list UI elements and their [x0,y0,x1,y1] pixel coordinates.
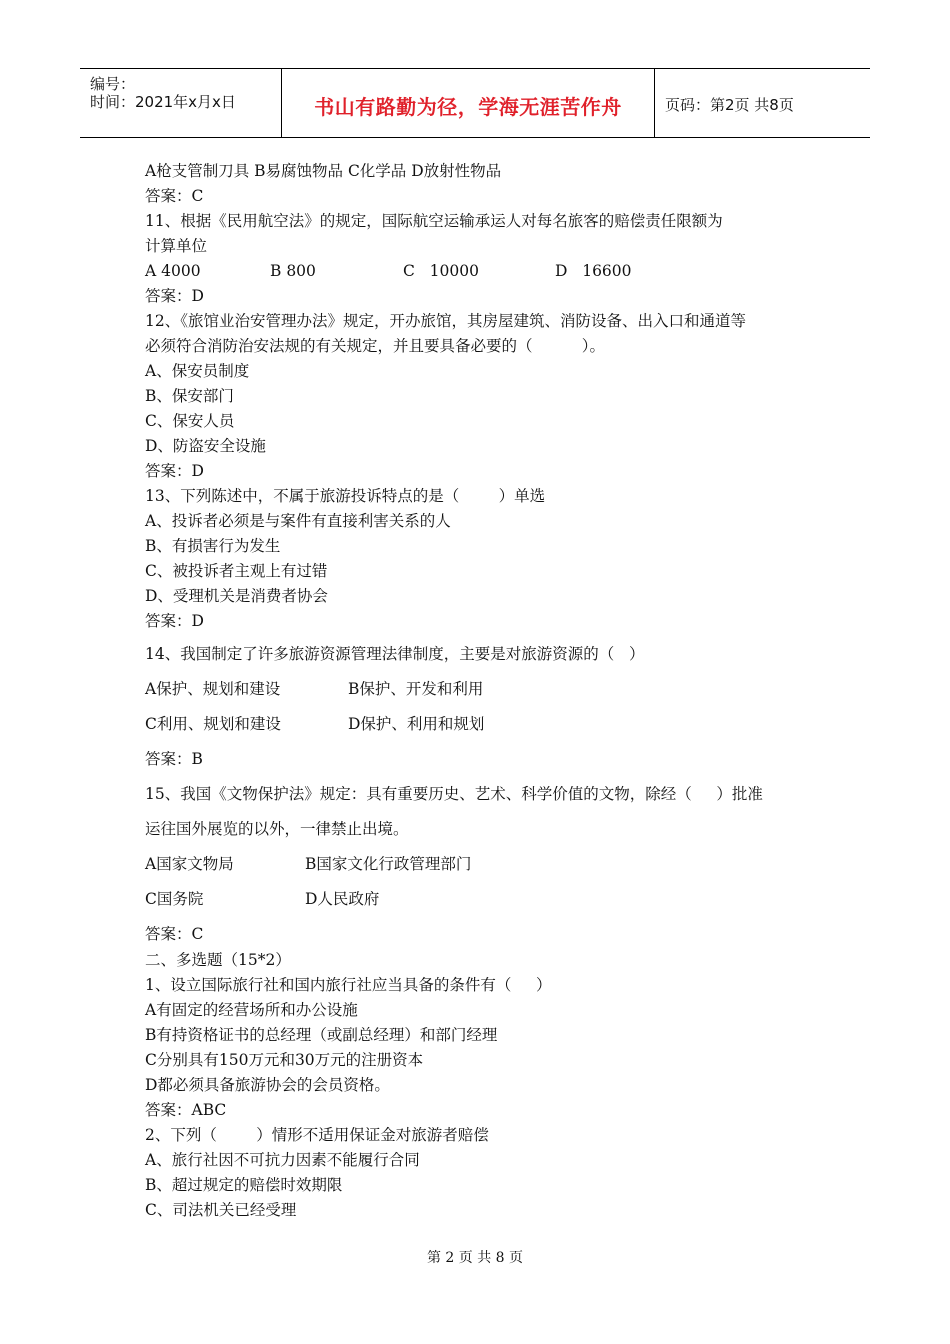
q12-option-a: A、保安员制度 [145,362,250,380]
m1-option-c: C分别具有150万元和30万元的注册资本 [145,1051,424,1069]
document-date: 时间：2021年x月x日 [90,93,236,111]
q15-stem-cont: 运往国外展览的以外，一律禁止出境。 [145,820,409,838]
q15-option-b: B国家文化行政管理部门 [305,855,472,873]
q12-option-d: D、防盗安全设施 [145,437,266,455]
q11-option-b: B 800 [270,262,316,280]
q12-answer: 答案：D [145,462,204,480]
q13-answer: 答案：D [145,612,204,630]
header-info-cell [80,69,282,137]
q12-option-b: B、保安部门 [145,387,234,405]
m1-option-d: D都必须具备旅游协会的会员资格。 [145,1076,390,1094]
q13-stem: 13、下列陈述中，不属于旅游投诉特点的是（ ）单选 [145,487,546,505]
q14-option-d: D保护、利用和规划 [348,715,485,733]
q14-stem: 14、我国制定了许多旅游资源管理法律制度，主要是对旅游资源的（ ） [145,645,645,663]
header-page-info: 页码：第2页 共8页 [665,96,794,114]
q10-answer: 答案：C [145,187,204,205]
q15-option-a: A国家文物局 [145,855,234,873]
document-code-label: 编号： [90,75,136,93]
q13-option-d: D、受理机关是消费者协会 [145,587,328,605]
m1-stem: 1、设立国际旅行社和国内旅行社应当具备的条件有（ ） [145,976,552,994]
q13-option-c: C、被投诉者主观上有过错 [145,562,328,580]
page-footer: 第 2 页 共 8 页 [426,1250,524,1266]
q11-stem-cont: 计算单位 [145,237,208,255]
q14-option-c: C利用、规划和建设 [145,715,281,733]
header-page-cell [655,69,870,137]
q14-option-a: A保护、规划和建设 [145,680,281,698]
m1-option-b: B有持资格证书的总经理（或副总经理）和部门经理 [145,1026,498,1044]
section-title-multi-choice: 二、多选题（15*2） [145,951,291,969]
q11-stem: 11、根据《民用航空法》的规定，国际航空运输承运人对每名旅客的赔偿责任限额为 [145,212,723,230]
m2-stem: 2、下列（ ）情形不适用保证金对旅游者赔偿 [145,1126,489,1144]
m2-option-a: A、旅行社因不可抗力因素不能履行合同 [145,1151,420,1169]
m2-option-c: C、司法机关已经受理 [145,1201,297,1219]
q11-option-a: A 4000 [145,262,201,280]
motto: 书山有路勤为径，学海无涯苦作舟 [314,95,622,119]
m1-answer: 答案：ABC [145,1101,227,1119]
q15-answer: 答案：C [145,925,204,943]
q13-option-a: A、投诉者必须是与案件有直接利害关系的人 [145,512,451,530]
q15-option-d: D人民政府 [305,890,380,908]
q12-stem: 12、《旅馆业治安管理办法》规定，开办旅馆，其房屋建筑、消防设备、出入口和通道等 [145,312,746,330]
q13-option-b: B、有损害行为发生 [145,537,281,555]
q15-option-c: C国务院 [145,890,204,908]
q12-stem-cont: 必须符合消防治安法规的有关规定，并且要具备必要的（ ）。 [145,337,606,355]
m1-option-a: A有固定的经营场所和办公设施 [145,1001,358,1019]
m2-option-b: B、超过规定的赔偿时效期限 [145,1176,343,1194]
q11-option-d: D 16600 [555,262,632,280]
q14-option-b: B保护、开发和利用 [348,680,484,698]
q11-answer: 答案：D [145,287,204,305]
page-header [80,68,870,138]
q15-stem: 15、我国《文物保护法》规定：具有重要历史、艺术、科学价值的文物，除经（ ）批准 [145,785,763,803]
q11-option-c: C 10000 [403,262,479,280]
q12-option-c: C、保安人员 [145,412,235,430]
q14-answer: 答案：B [145,750,203,768]
q10-options: A枪支管制刀具 B易腐蚀物品 C化学品 D放射性物品 [145,162,502,180]
header-motto-cell [282,69,655,137]
